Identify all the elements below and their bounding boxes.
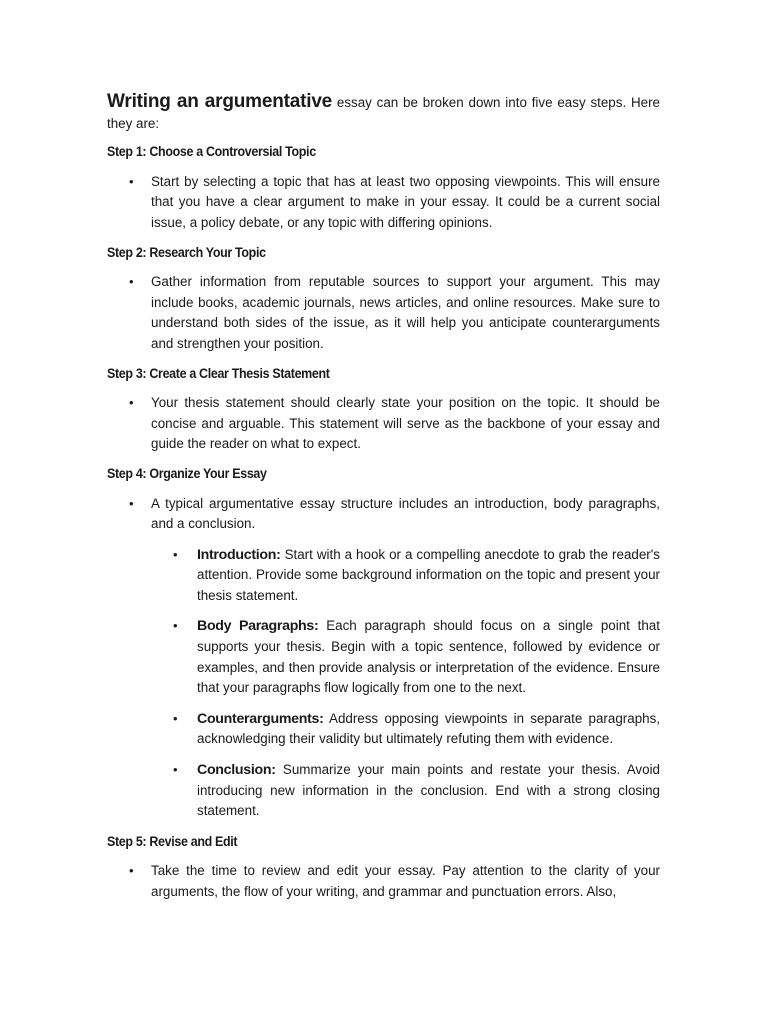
list-item: [107, 861, 660, 902]
bullet-icon: •: [173, 710, 178, 726]
bullet-icon: •: [129, 495, 134, 511]
bullet-icon: •: [129, 274, 134, 290]
term-label: Body Paragraphs:: [197, 618, 319, 635]
bullet-icon: •: [129, 395, 134, 411]
bullet-text: Your thesis statement should clearly state your position on the topic. It should be concise and arguable. This statement will serve as the backbone of your essay and guide the reader on what to expect.: [151, 395, 660, 452]
bullet-icon: •: [173, 762, 178, 778]
sublist-item-body-paragraphs: [151, 616, 660, 698]
list-item: [107, 494, 660, 822]
step-1-heading: Step 1: Choose a Controversial Topic: [107, 144, 316, 160]
bullet-icon: •: [129, 863, 134, 879]
bullet-text: Start by selecting a topic that has at least two opposing viewpoints. This will ensure that you have a clear argument to make in your essay. It could be a current social issue, a policy debate, or any topic with differing opinions.: [151, 173, 660, 230]
structure-sublist: [151, 545, 660, 822]
list-item: [107, 172, 660, 234]
term-text: Summarize your main points and restate your thesis. Avoid introducing new information in the conclusion. End with a strong closing statement.: [197, 762, 660, 819]
step-4-heading: Step 4: Organize Your Essay: [107, 465, 267, 481]
list-item: [107, 393, 660, 455]
step-2-list: [107, 272, 660, 354]
term-label: Conclusion:: [197, 762, 276, 779]
bullet-text: A typical argumentative essay structure includes an introduction, body paragraphs, and a conclusion.: [151, 495, 660, 532]
step-5-list: [107, 861, 660, 902]
step-3-heading: Step 3: Create a Clear Thesis Statement: [107, 365, 330, 381]
term-text: Each paragraph should focus on a single point that supports your thesis. Begin with a topic sentence, followed by evidence or examples, and then provide analysis or interpretation of the evidence. Ensure that your paragraphs flow logically from one to the next.: [197, 618, 660, 696]
step-5-heading: Step 5: Revise and Edit: [107, 833, 238, 849]
step-2-heading: Step 2: Research Your Topic: [107, 244, 266, 260]
sublist-item-conclusion: [151, 760, 660, 822]
term-label: Introduction:: [197, 546, 281, 563]
intro-paragraph: [107, 92, 660, 134]
list-item: [107, 272, 660, 354]
intro-lead: Writing an argumentative: [107, 91, 333, 112]
bullet-text: Take the time to review and edit your essay. Pay attention to the clarity of your arguments, the flow of your writing, and grammar and punctuation errors. Also,: [151, 863, 660, 899]
bullet-text: Gather information from reputable sources to support your argument. This may include books, academic journals, news articles, and online resources. Make sure to understand both sides of the issue, as it will help you anticipate counterarguments and strengthen your position.: [151, 274, 660, 351]
document-page: [107, 92, 660, 912]
bullet-icon: •: [173, 618, 178, 634]
step-4-list: [107, 494, 660, 822]
step-3-list: [107, 393, 660, 455]
bullet-icon: •: [129, 173, 134, 189]
term-label: Counterarguments:: [197, 710, 324, 727]
term-text: Start with a hook or a compelling anecdote to grab the reader's attention. Provide some background information on the topic and present your thesis statement.: [197, 546, 660, 603]
sublist-item-introduction: [151, 545, 660, 607]
bullet-icon: •: [173, 546, 178, 562]
intro-rest: essay can be broken down into five easy steps. Here they are:: [107, 95, 660, 131]
term-text: Address opposing viewpoints in separate paragraphs, acknowledging their validity but ultimately refuting them with evidence.: [197, 710, 660, 747]
sublist-item-counterarguments: [151, 709, 660, 750]
step-1-list: [107, 172, 660, 234]
